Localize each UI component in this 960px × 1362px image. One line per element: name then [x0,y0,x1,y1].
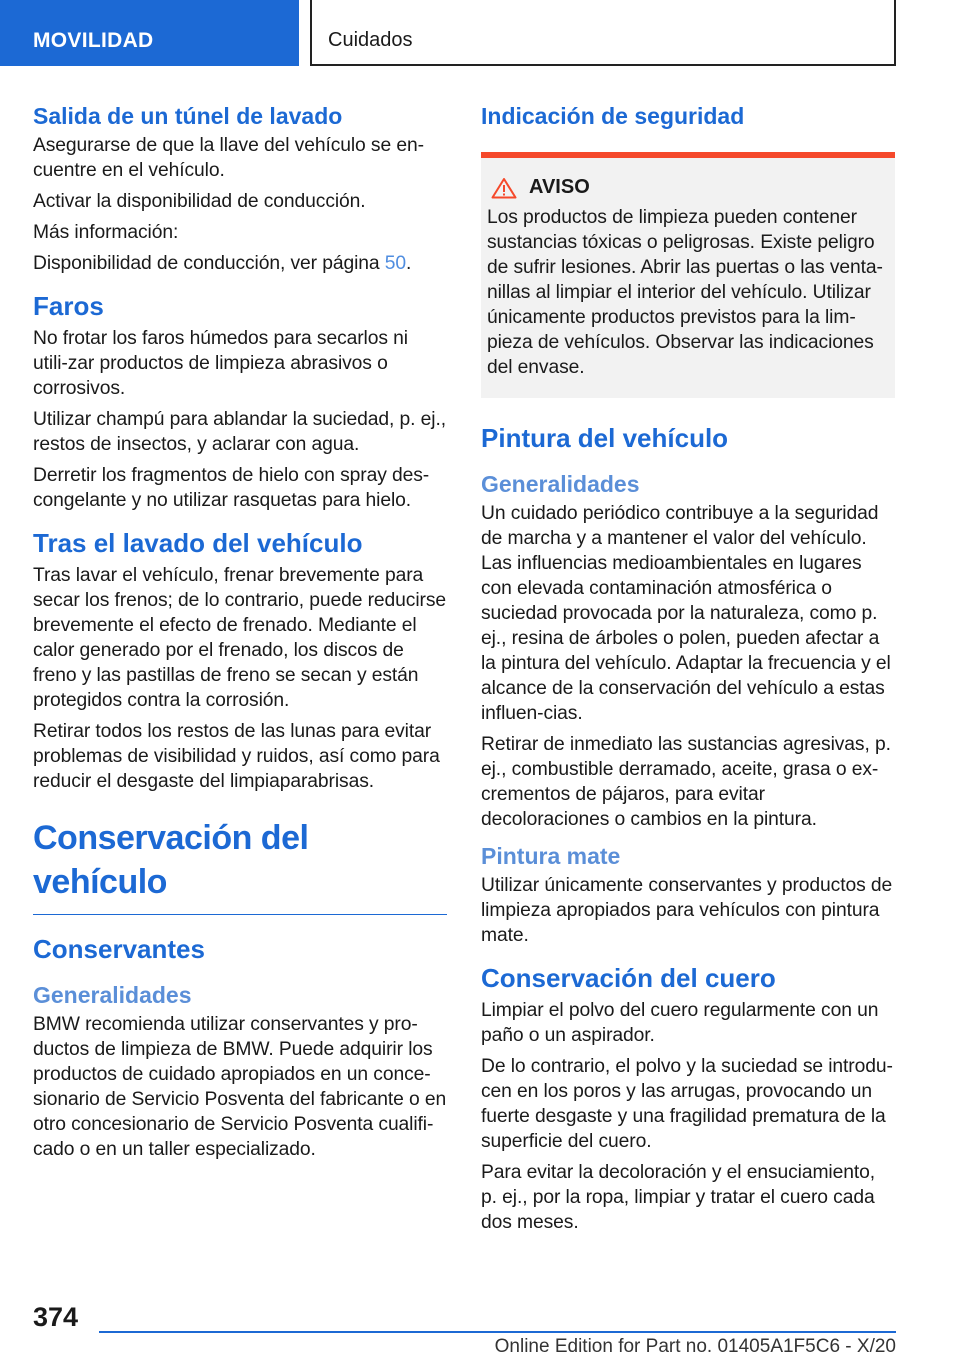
heading-pintura-mate: Pintura mate [481,843,621,869]
paragraph: Activar la disponibilidad de conducción. [33,191,366,212]
page-number: 374 [33,1302,79,1332]
paragraph: Retirar de inmediato las sustancias agresivas, p. ej., combustible derramado, aceite, grasa o ex-crementos de pájaros, para evitar decoloraciones o cambios en la pintura. [481,734,891,830]
heading-cuero: Conservación del cuero [481,963,776,993]
link-end: . [406,253,412,274]
link-text: Disponibilidad de conducción, ver página [33,253,385,274]
paragraph: Utilizar únicamente conservantes y productos de limpieza apropiados para vehículos con pintura mate. [481,875,893,946]
heading-generalidades: Generalidades [481,471,640,497]
chapter-box [310,0,896,66]
warning-label: AVISO [529,176,590,198]
section-label: MOVILIDAD [33,29,154,52]
paragraph: Para evitar la decoloración y el ensuciamiento, p. ej., por la ropa, limpiar y tratar el cuero cada dos meses. [481,1162,875,1233]
paragraph: No frotar los faros húmedos para secarlos ni utili-zar productos de limpieza abrasivos o corrosivos. [33,328,408,399]
chapter-title: Conservación del vehículo [33,816,447,915]
paragraph: Asegurarse de que la llave del vehículo se en-cuentre en el vehículo. [33,135,424,181]
paragraph: Limpiar el polvo del cuero regularmente con un paño o un aspirador. [481,1000,879,1046]
paragraph: Utilizar champú para ablandar la suciedad, p. ej., restos de insectos, y aclarar con agua. [33,409,446,455]
paragraph: BMW recomienda utilizar conservantes y pro-ductos de limpieza de BMW. Puede adquirir los productos de cuidado apropiados en un conce-sionario de Servicio Posventa del fabricante o en otro concesionario de Servicio Posventa cualifi-cado o en un taller especializado. [33,1014,447,1160]
page-link[interactable]: 50 [384,253,407,274]
warning-header [487,176,889,199]
warning-triangle-icon [491,177,517,199]
chapter-label: Cuidados [328,29,413,51]
paragraph: Retirar todos los restos de las lunas para evitar problemas de visibilidad y ruidos, así como para reducir el desgaste del limpiaparabrisas. [33,721,440,792]
paragraph: Derretir los fragmentos de hielo con spray des-congelante y no utilizar rasquetas para hielo. [33,465,430,511]
warning-box [481,152,895,398]
heading-faros: Faros [33,291,104,321]
heading-salida-tunel: Salida de un túnel de lavado [33,103,343,129]
heading-pintura: Pintura del vehículo [481,423,729,453]
paragraph: Tras lavar el vehículo, frenar brevemente para secar los frenos; de lo contrario, puede reducirse brevemente el efecto de frenado. Mediante el calor generado por el frenado, los discos de freno y las pastillas de freno se secan y están protegidos contra la corrosión. [33,565,446,711]
paragraph: Más información: [33,222,179,243]
paragraph-with-link [33,251,447,276]
heading-indicacion-seguridad: Indicación de seguridad [481,103,745,129]
left-column [33,100,447,1168]
heading-tras-lavado: Tras el lavado del vehículo [33,528,363,558]
page-header [0,0,960,66]
heading-conservantes: Conservantes [33,934,205,964]
paragraph: De lo contrario, el polvo y la suciedad se introdu-cen en los poros y las arrugas, provocando un fuerte desgaste y una fragilidad prematura de la superficie del cuero. [481,1056,893,1152]
warning-text: Los productos de limpieza pueden contener sustancias tóxicas o peligrosas. Existe peligro de sufrir lesiones. Abrir las puertas o las venta-nillas al limpiar el interior del vehículo. Utilizar únicamente productos previstos para la lim-pieza de vehículos. Observar las indicaciones del envase. [487,207,883,378]
right-column [481,100,895,1241]
paragraph: Un cuidado periódico contribuye a la seguridad de marcha y a mantener el valor del vehículo. Las influencias medioambientales en lugares con elevada contaminación atmosférica o suciedad provocada por la naturaleza, como p. ej., resina de árboles o polen, pueden afectar a la pintura del vehículo. Adaptar la frecuencia y el alcance de la conservación del vehículo a estas influen-cias. [481,503,891,724]
footer-divider [99,1331,896,1333]
footer-edition: Online Edition for Part no. 01405A1F5C6 - X/20 [494,1336,896,1357]
heading-generalidades: Generalidades [33,982,192,1008]
section-tab [0,0,299,66]
